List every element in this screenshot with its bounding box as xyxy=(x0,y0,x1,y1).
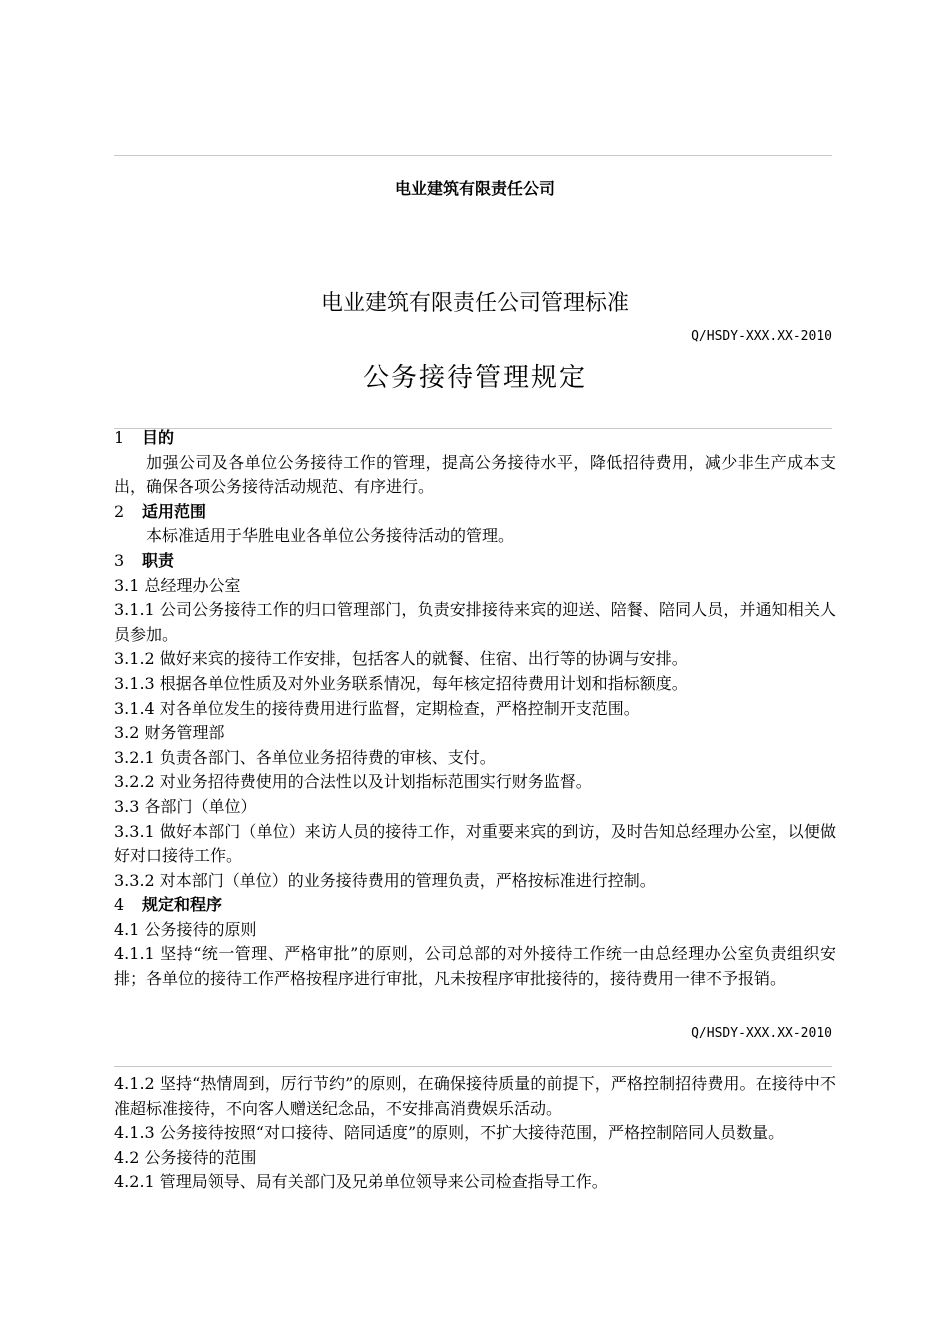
standard-title: 电业建筑有限责任公司管理标准 xyxy=(320,291,629,316)
section-number: 4 xyxy=(114,895,125,915)
paragraph: 本标准适用于华胜电业各单位公务接待活动的管理。 xyxy=(146,526,515,546)
section-2-heading xyxy=(114,500,836,525)
clause: 3.1 总经理办公室 xyxy=(114,575,241,595)
clause: 3.3.1 做好本部门（单位）来访人员的接待工作，对重要来宾的到访，及时告知总经理办公室，以便做好对口接待工作。 xyxy=(114,821,836,866)
section-1-heading xyxy=(114,426,836,451)
page1-body xyxy=(114,426,836,992)
page2-body xyxy=(114,1072,836,1195)
section-title: 规定和程序 xyxy=(142,895,223,915)
section-number: 2 xyxy=(114,501,125,521)
section-number: 1 xyxy=(114,428,125,447)
clause: 3.2.1 负责各部门、各单位业务招待费的审核、支付。 xyxy=(114,747,496,767)
section-title: 适用范围 xyxy=(142,501,207,521)
clause: 4.2 公务接待的范围 xyxy=(114,1147,257,1167)
section-3-heading xyxy=(114,549,836,574)
page2-header-rule xyxy=(114,1066,832,1067)
clause: 3.1.3 根据各单位性质及对外业务联系情况，每年核定招待费用计划和指标额度。 xyxy=(114,673,688,693)
clause: 4.1 公务接待的原则 xyxy=(114,919,257,939)
clause: 4.1.3 公务接待按照“对口接待、陪同适度”的原则，不扩大接待范围，严格控制陪同人员数量。 xyxy=(114,1123,785,1143)
section-title: 目的 xyxy=(142,428,175,447)
clause: 3.1.1 公司公务接待工作的归口管理部门，负责安排接待来宾的迎送、陪餐、陪同人员，并通知相关人员参加。 xyxy=(114,600,836,644)
section-4-heading xyxy=(114,893,836,918)
clause: 3.2 财务管理部 xyxy=(114,723,225,743)
header-company: 电业建筑有限责任公司 xyxy=(394,179,555,198)
header-rule xyxy=(114,155,832,156)
paragraph: 加强公司及各单位公务接待工作的管理，提高公务接待水平，降低招待费用，减少非生产成本支出，确保各项公务接待活动规范、有序进行。 xyxy=(114,452,836,497)
clause: 3.3.2 对本部门（单位）的业务接待费用的管理负责，严格按标准进行控制。 xyxy=(114,870,656,890)
doc-code-top: Q/HSDY-XXX.XX-2010 xyxy=(691,329,832,344)
clause: 4.1.1 坚持“统一管理、严格审批”的原则，公司总部的对外接待工作统一由总经理办公室负责组织安排；各单位的接待工作严格按程序进行审批，凡未按程序审批接待的，接待费用一律不予报销。 xyxy=(114,944,836,989)
section-title: 职责 xyxy=(142,550,175,570)
clause: 4.1.2 坚持“热情周到，厉行节约”的原则，在确保接待质量的前提下，严格控制招待费用。在接待中不准超标准接待，不向客人赠送纪念品，不安排高消费娱乐活动。 xyxy=(114,1074,836,1118)
clause: 4.2.1 管理局领导、局有关部门及兄弟单位领导来公司检查指导工作。 xyxy=(114,1172,608,1192)
clause: 3.3 各部门（单位） xyxy=(114,796,257,816)
clause: 3.2.2 对业务招待费使用的合法性以及计划指标范围实行财务监督。 xyxy=(114,772,592,792)
clause: 3.1.4 对各单位发生的接待费用进行监督，定期检查，严格控制开支范围。 xyxy=(114,698,640,718)
doc-title: 公务接待管理规定 xyxy=(362,363,587,393)
doc-code-page2: Q/HSDY-XXX.XX-2010 xyxy=(691,1026,832,1041)
clause: 3.1.2 做好来宾的接待工作安排，包括客人的就餐、住宿、出行等的协调与安排。 xyxy=(114,649,688,669)
section-number: 3 xyxy=(114,550,125,570)
